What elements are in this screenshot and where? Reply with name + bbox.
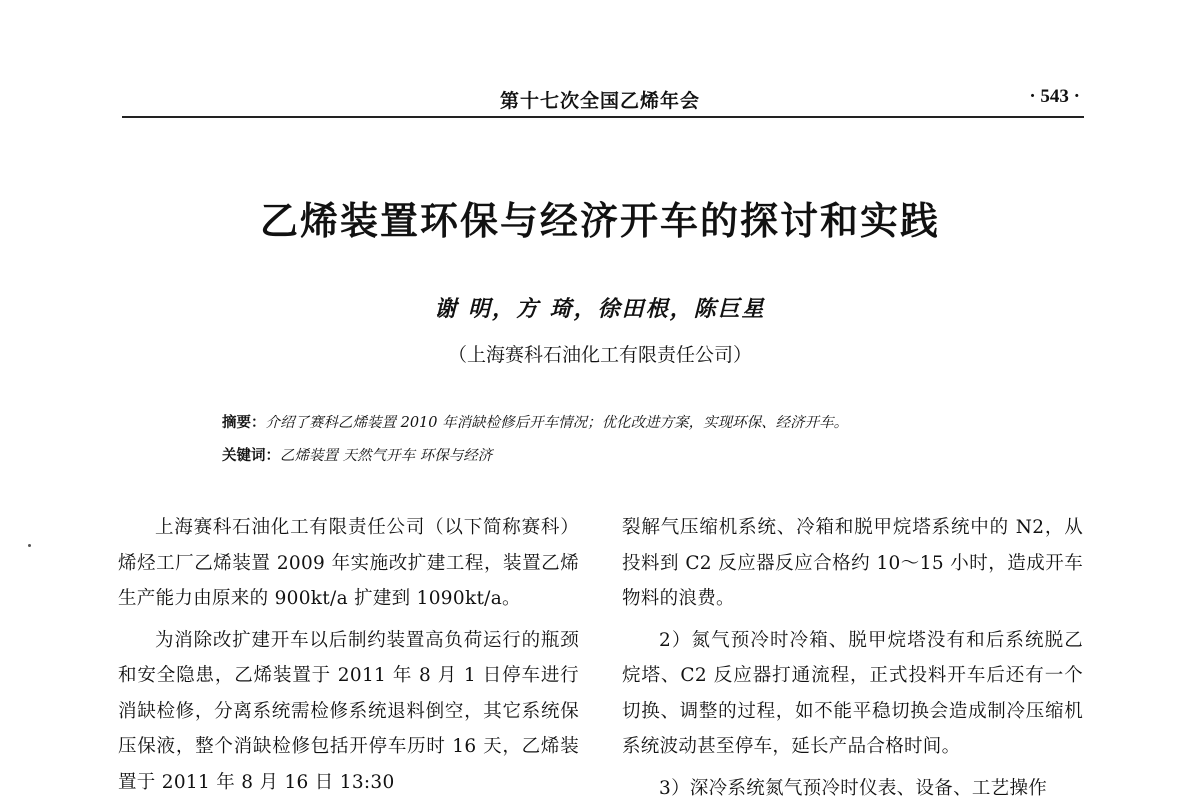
authors: 谢 明，方 琦，徐田根，陈巨星 <box>434 296 766 322</box>
affiliation: （上海赛科石油化工有限责任公司） <box>447 344 752 366</box>
keywords-label: 关键词： <box>222 448 280 464</box>
keywords-text: 乙烯装置 天然气开车 环保与经济 <box>280 448 493 464</box>
body-paragraph: 上海赛科石油化工有限责任公司（以下简称赛科）烯烃工厂乙烯装置 2009 年实施改扩建工程，装置乙烯生产能力由原来的 900kt/a 扩建到 1090kt/a。 <box>118 517 579 609</box>
abstract-label: 摘要： <box>222 415 266 431</box>
body-paragraph: 为消除改扩建开车以后制约装置高负荷运行的瓶颈和安全隐患，乙烯装置于 2011 年 8 月 1 日停车进行消缺检修，分离系统需检修系统退料倒空，其它系统保压保液，整个消缺检修包括开停车历时 16 天，乙烯装置于 2011 年 8 月 16 日 13:30 <box>118 629 579 793</box>
keywords <box>222 444 1102 465</box>
header-rule <box>122 116 1084 118</box>
paper-title: 乙烯装置环保与经济开车的探讨和实践 <box>259 199 940 243</box>
body-paragraph: 2）氮气预冷时冷箱、脱甲烷塔没有和后系统脱乙烷塔、C2 反应器打通流程，正式投料开车后还有一个切换、调整的过程，如不能平稳切换会造成制冷压缩机系统波动甚至停车，延长产品合格时间。 <box>622 629 1083 757</box>
body-paragraph: 3）深冷系统氮气预冷时仪表、设备、工艺操作 <box>659 777 1048 799</box>
body-column-right <box>622 510 1083 812</box>
page-number: · 543 · <box>1029 86 1080 107</box>
running-header-journal: 第十七次全国乙烯年会 <box>499 90 700 112</box>
scan-speck <box>28 544 31 547</box>
body-column-left <box>118 510 579 806</box>
abstract <box>222 411 1102 432</box>
body-paragraph: 裂解气压缩机系统、冷箱和脱甲烷塔系统中的 N2，从投料到 C2 反应器反应合格约 10～15 小时，造成开车物料的浪费。 <box>622 517 1083 609</box>
abstract-text: 介绍了赛科乙烯装置 2010 年消缺检修后开车情况；优化改进方案，实现环保、经济开车。 <box>265 415 849 431</box>
